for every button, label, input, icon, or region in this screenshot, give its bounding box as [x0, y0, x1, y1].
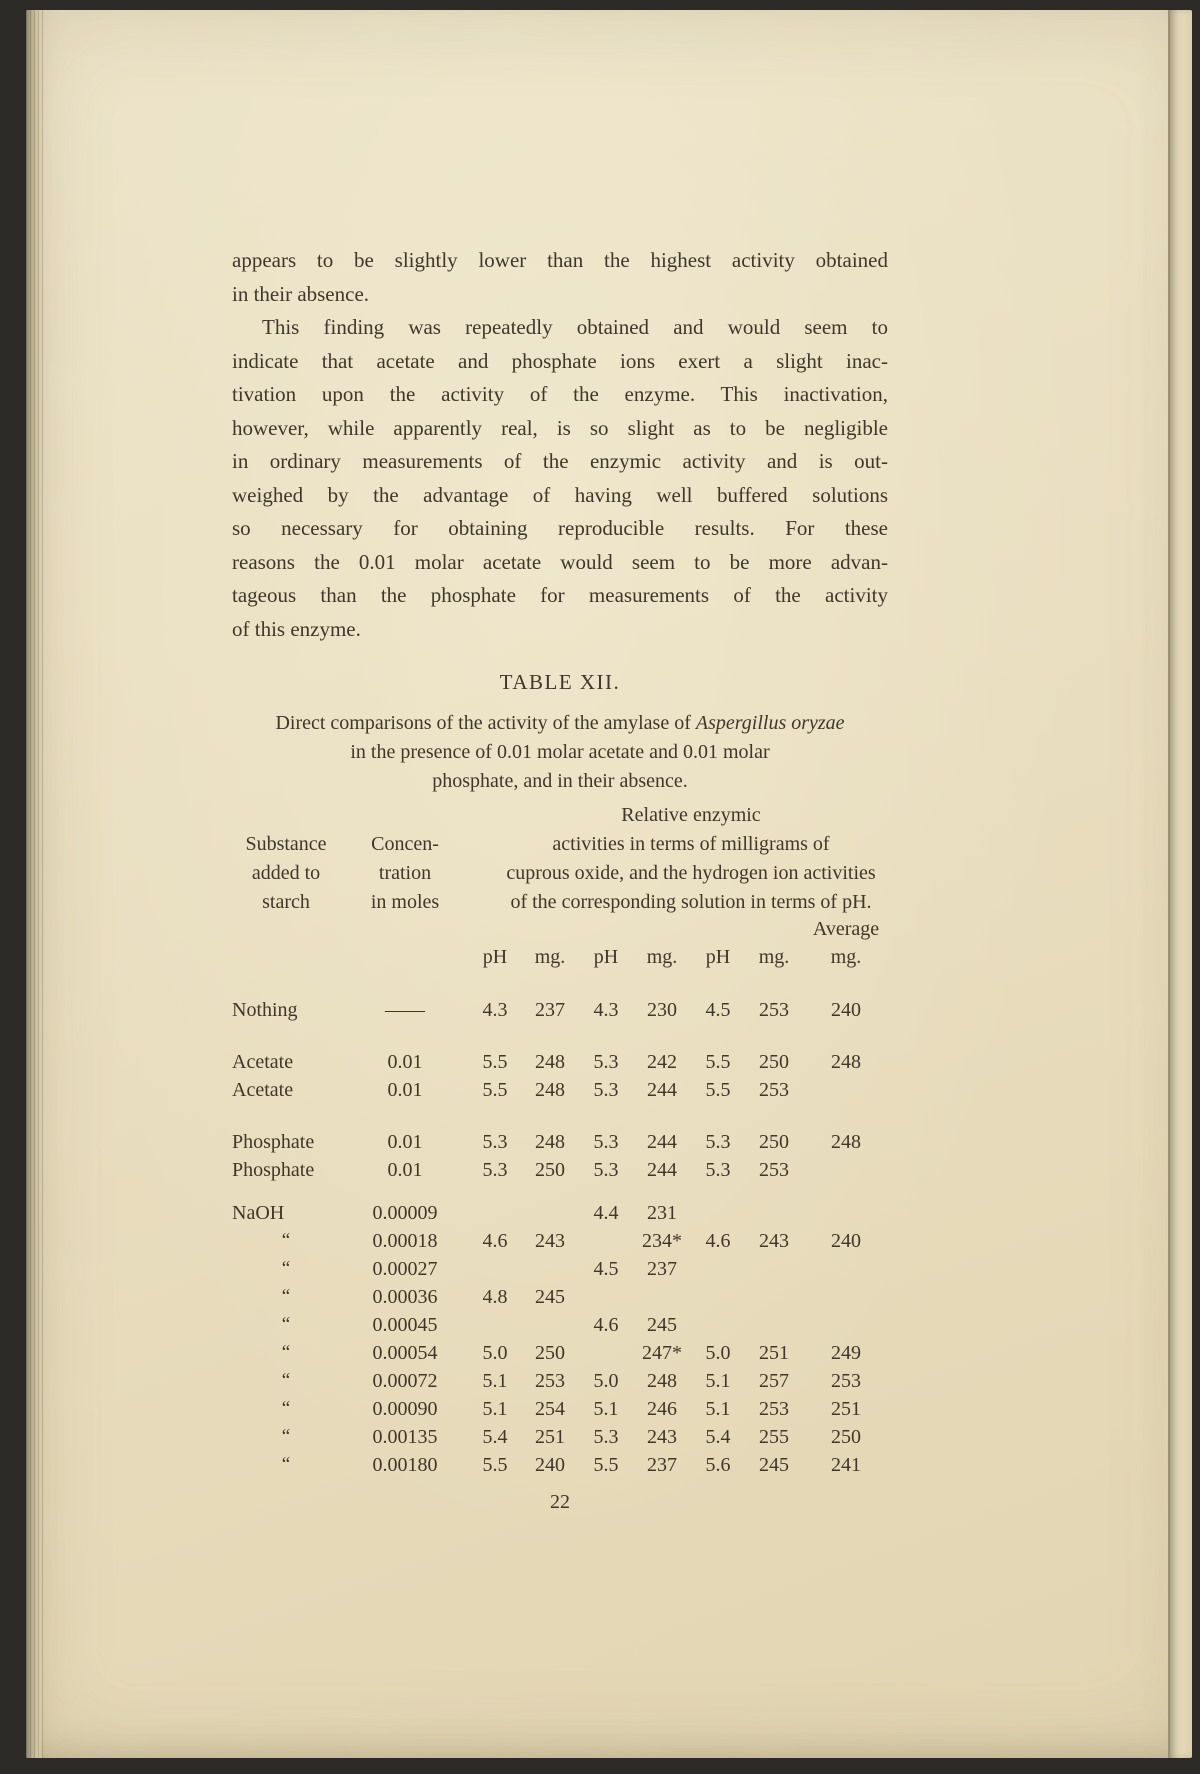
ditto-mark: “ [281, 1230, 291, 1251]
mg-value: 253 [759, 999, 789, 1021]
concentration-cell: 0.01 [387, 1131, 423, 1153]
mg-value: 237 [647, 1454, 677, 1476]
table-row [232, 1076, 888, 1104]
ph-unit-label: pH [705, 946, 731, 968]
table-row [232, 1048, 888, 1076]
ph-value [580, 1227, 632, 1255]
average-header-row [232, 918, 888, 941]
mg-value: 245 [647, 1314, 677, 1336]
ph-value [470, 1199, 520, 1227]
header-line: in moles [370, 891, 440, 913]
ph-value: 5.4 [705, 1426, 731, 1448]
mg-value: 246 [647, 1398, 677, 1420]
concentration-cell: 0.00180 [372, 1454, 438, 1476]
mg-value: 244 [647, 1159, 677, 1181]
average-value [804, 1076, 888, 1104]
concentration-cell: 0.00009 [372, 1202, 438, 1224]
table-row [232, 1199, 888, 1227]
ditto-mark: “ [281, 1314, 291, 1335]
body-text-line: indicate that acetate and phosphate ions exert a slight inac- [232, 348, 888, 373]
table-row [232, 1156, 888, 1184]
table-title: TABLE XII. [499, 670, 621, 694]
body-paragraphs [232, 244, 888, 646]
mg-value: 245 [535, 1286, 565, 1308]
mg-unit-label: mg. [646, 946, 678, 968]
caption-line-1 [232, 709, 888, 738]
concentration-cell: 0.00072 [372, 1370, 438, 1392]
concentration-cell: 0.01 [387, 1051, 423, 1073]
average-value [804, 1283, 888, 1311]
mg-unit-label: mg. [758, 946, 790, 968]
table-caption [232, 709, 888, 796]
caption-text: Direct comparisons of the activity of the amylase of [275, 712, 696, 734]
ph-value: 5.3 [705, 1131, 731, 1153]
average-value: 250 [831, 1426, 861, 1448]
ph-unit-label: pH [593, 946, 619, 968]
mg-value: 250 [535, 1342, 565, 1364]
substance-cell: Phosphate [232, 1131, 315, 1153]
mg-value: 255 [759, 1426, 789, 1448]
header-line: starch [262, 891, 310, 913]
ph-value: 5.1 [482, 1398, 508, 1420]
mg-value [744, 1283, 804, 1311]
concentration-cell: 0.00135 [372, 1426, 438, 1448]
header-line: Substance [245, 833, 327, 855]
ph-value: 5.0 [482, 1342, 508, 1364]
ph-value: 4.4 [593, 1202, 619, 1224]
units-header-row [232, 946, 888, 969]
mg-value: 250 [759, 1051, 789, 1073]
mg-value: 243 [647, 1426, 677, 1448]
ph-unit-label: pH [482, 946, 508, 968]
concentration-cell: 0.00054 [372, 1342, 438, 1364]
body-text-line: reasons the 0.01 molar acetate would seem to be more advan- [232, 549, 888, 574]
page-stack-edge [26, 10, 43, 1758]
ph-value: 5.3 [593, 1051, 619, 1073]
mg-value: 242 [647, 1051, 677, 1073]
ph-value: 4.5 [593, 1258, 619, 1280]
body-text-line: tageous than the phosphate for measurements of the activity [232, 583, 888, 607]
ph-value: 5.6 [705, 1454, 731, 1476]
mg-value: 253 [759, 1079, 789, 1101]
ditto-mark: “ [281, 1398, 291, 1419]
ph-value: 5.3 [593, 1426, 619, 1448]
ph-value: 5.1 [705, 1398, 731, 1420]
table-row [232, 1367, 888, 1395]
ditto-mark: “ [281, 1370, 291, 1391]
average-value: 240 [831, 999, 861, 1021]
average-value [804, 1311, 888, 1339]
caption-line-3: phosphate, and in their absence. [432, 770, 688, 792]
body-text-line: in ordinary measurements of the enzymic activity and is out- [232, 449, 888, 473]
ph-value: 5.0 [705, 1342, 731, 1364]
ph-value: 5.5 [593, 1454, 619, 1476]
book-page [26, 10, 1192, 1758]
ph-value: 5.3 [482, 1159, 508, 1181]
mg-value [520, 1255, 580, 1283]
ph-value: 5.1 [705, 1370, 731, 1392]
header-line: cuprous oxide, and the hydrogen ion activities [506, 862, 876, 884]
table-body [232, 996, 888, 1479]
mg-value: 231 [647, 1202, 677, 1224]
ph-value [692, 1311, 744, 1339]
ph-value: 5.5 [705, 1079, 731, 1101]
body-text-line: This finding was repeatedly obtained and would seem to [262, 315, 888, 339]
mg-value: 251 [759, 1342, 789, 1364]
mg-value: 245 [759, 1454, 789, 1476]
ph-value [692, 1199, 744, 1227]
ditto-mark: “ [281, 1454, 291, 1475]
ditto-mark: “ [281, 1342, 291, 1363]
substance-cell: Acetate [232, 1079, 294, 1101]
table-row [232, 1451, 888, 1479]
mg-unit-label: mg. [534, 946, 566, 968]
mg-value [744, 1255, 804, 1283]
header-line: Relative enzymic [621, 804, 761, 826]
mg-value [520, 1311, 580, 1339]
table-row [232, 1423, 888, 1451]
concentration-cell: —— [385, 999, 425, 1021]
mg-value: 254 [535, 1398, 565, 1420]
concentration-cell: 0.01 [387, 1159, 423, 1181]
concentration-column-header [340, 830, 470, 917]
ditto-mark: “ [281, 1286, 291, 1307]
body-text-line: tivation upon the activity of the enzyme. This inactivation, [232, 382, 888, 406]
average-value [804, 1199, 888, 1227]
average-value: 248 [831, 1131, 861, 1153]
mg-value: 248 [535, 1079, 565, 1101]
mg-value: 257 [759, 1370, 789, 1392]
ph-value: 5.1 [593, 1398, 619, 1420]
table-row [232, 1227, 888, 1255]
average-value: 241 [831, 1454, 861, 1476]
ph-value: 5.5 [482, 1454, 508, 1476]
average-value [804, 1156, 888, 1184]
mg-value: 248 [535, 1051, 565, 1073]
body-text-line: in their absence. [232, 281, 370, 306]
table-row [232, 1339, 888, 1367]
header-line: of the corresponding solution in terms of pH. [510, 891, 872, 913]
ph-value [580, 1283, 632, 1311]
average-value: 240 [831, 1230, 861, 1252]
ph-value: 5.3 [593, 1131, 619, 1153]
ph-value: 5.4 [482, 1426, 508, 1448]
ph-value: 5.3 [593, 1159, 619, 1181]
ph-value [470, 1311, 520, 1339]
table-row [232, 1283, 888, 1311]
mg-value: 237 [647, 1258, 677, 1280]
mg-value: 243 [535, 1230, 565, 1252]
mg-value [744, 1199, 804, 1227]
page-content [232, 10, 922, 1758]
mg-value: 240 [535, 1454, 565, 1476]
average-value: 251 [831, 1398, 861, 1420]
table-row [232, 1255, 888, 1283]
mg-value [520, 1199, 580, 1227]
ph-value: 4.6 [705, 1230, 731, 1252]
table-row [232, 996, 888, 1024]
substance-cell: Acetate [232, 1051, 294, 1073]
ph-value: 5.0 [593, 1370, 619, 1392]
ph-value: 4.5 [705, 999, 731, 1021]
body-text-line: so necessary for obtaining reproducible results. For these [232, 516, 888, 540]
species-name: Aspergillus oryzae [695, 712, 845, 734]
header-line: activities in terms of milligrams of [552, 833, 830, 855]
table-row [232, 1395, 888, 1423]
ph-value: 4.3 [482, 999, 508, 1021]
mg-value: 237 [535, 999, 565, 1021]
ph-value: 4.3 [593, 999, 619, 1021]
ph-value [692, 1283, 744, 1311]
concentration-cell: 0.00027 [372, 1258, 438, 1280]
ph-value: 4.8 [482, 1286, 508, 1308]
average-value: 253 [831, 1370, 861, 1392]
ditto-mark: “ [281, 1426, 291, 1447]
mg-value [744, 1311, 804, 1339]
average-mg-unit-label: mg. [830, 946, 862, 968]
table-header [232, 801, 912, 917]
page-number: 22 [550, 1491, 570, 1513]
average-value: 248 [831, 1051, 861, 1073]
average-value [804, 1255, 888, 1283]
ph-value: 5.5 [482, 1051, 508, 1073]
substance-cell: NaOH [232, 1202, 285, 1224]
mg-value: 230 [647, 999, 677, 1021]
table-row [232, 1311, 888, 1339]
adjacent-page-edge [1168, 10, 1192, 1758]
body-text-line: weighed by the advantage of having well buffered solutions [232, 482, 888, 507]
ditto-mark: “ [281, 1258, 291, 1279]
mg-value: 253 [535, 1370, 565, 1392]
mg-value: 244 [647, 1079, 677, 1101]
relative-activity-column-header [470, 801, 912, 917]
mg-value: 243 [759, 1230, 789, 1252]
mg-value: 253 [759, 1398, 789, 1420]
ph-value [580, 1339, 632, 1367]
mg-value: 251 [535, 1426, 565, 1448]
ph-value: 5.1 [482, 1370, 508, 1392]
header-line: added to [251, 862, 321, 884]
ph-value: 5.5 [705, 1051, 731, 1073]
mg-value: 248 [647, 1370, 677, 1392]
substance-cell: Phosphate [232, 1159, 315, 1181]
ph-value: 5.5 [482, 1079, 508, 1101]
caption-line-2: in the presence of 0.01 molar acetate and 0.01 molar [350, 741, 770, 763]
ph-value: 4.6 [482, 1230, 508, 1252]
body-text-line: appears to be slightly lower than the highest activity obtained [232, 248, 888, 272]
mg-value: 234* [642, 1230, 682, 1252]
body-text-line: of this enzyme. [232, 616, 361, 641]
concentration-cell: 0.01 [387, 1079, 423, 1101]
average-value: 249 [831, 1342, 861, 1364]
table-row [232, 1128, 888, 1156]
ph-value [692, 1255, 744, 1283]
concentration-cell: 0.00090 [372, 1398, 438, 1420]
ph-value: 5.3 [593, 1079, 619, 1101]
mg-value: 247* [642, 1342, 682, 1364]
ph-value: 4.6 [593, 1314, 619, 1336]
header-line: tration [378, 862, 432, 884]
mg-value: 244 [647, 1131, 677, 1153]
header-line: Concen- [371, 833, 439, 855]
mg-value: 250 [535, 1159, 565, 1181]
substance-column-header [232, 830, 340, 917]
concentration-cell: 0.00045 [372, 1314, 438, 1336]
body-text-line: however, while apparently real, is so slight as to be negligible [232, 415, 888, 440]
mg-value [632, 1283, 692, 1311]
ph-value: 5.3 [705, 1159, 731, 1181]
mg-value: 248 [535, 1131, 565, 1153]
mg-value: 250 [759, 1131, 789, 1153]
substance-cell: Nothing [232, 999, 298, 1021]
average-label: Average [812, 918, 880, 940]
mg-value: 253 [759, 1159, 789, 1181]
concentration-cell: 0.00036 [372, 1286, 438, 1308]
concentration-cell: 0.00018 [372, 1230, 438, 1252]
ph-value: 5.3 [482, 1131, 508, 1153]
ph-value [470, 1255, 520, 1283]
